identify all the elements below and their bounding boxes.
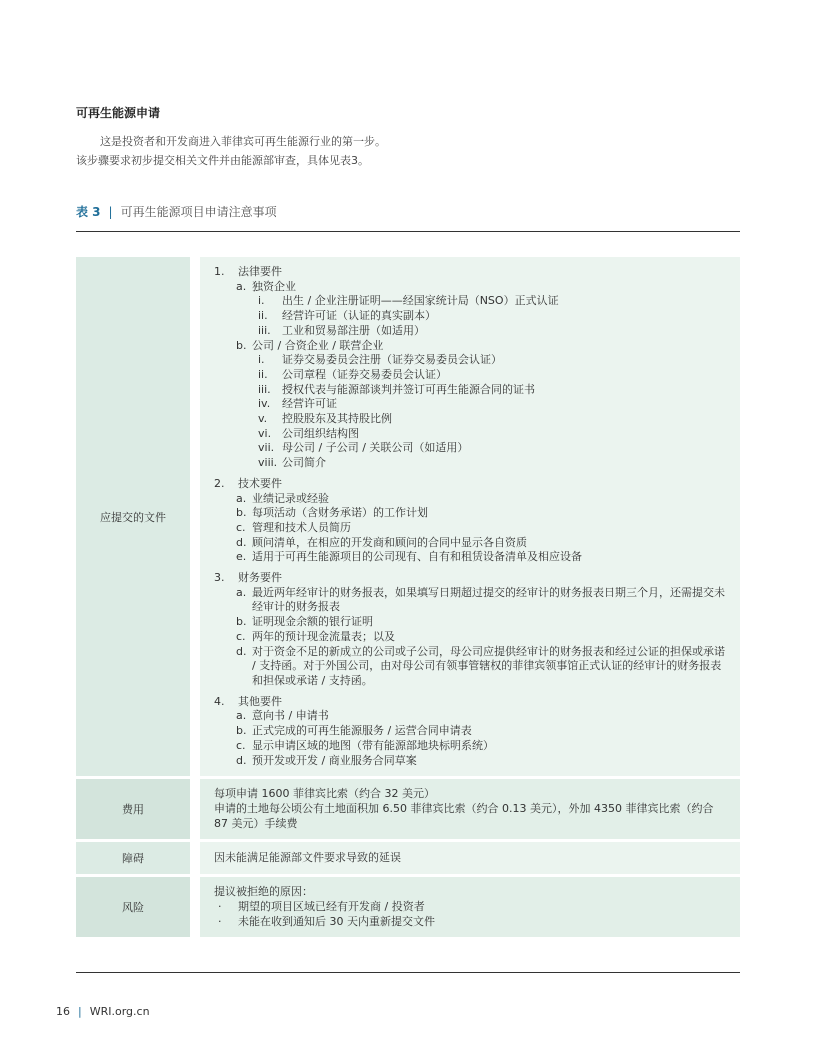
bullet-text: 期望的项目区域已经有开发商 / 投资者 — [238, 900, 425, 914]
list-item — [214, 709, 728, 724]
list-item — [214, 615, 728, 630]
item-text: 最近两年经审计的财务报表，如果填写日期超过提交的经审计的财务报表日期三个月，还需提交未经审计的财务报表 — [252, 585, 725, 614]
bullet-marker: · — [218, 914, 222, 928]
item-marker: a. — [236, 491, 247, 505]
item-text: 公司 / 合资企业 / 联营企业 — [252, 338, 384, 352]
sub-list-item — [214, 412, 728, 427]
item-text: 独资企业 — [252, 279, 296, 293]
sub-item-marker: iv. — [258, 397, 271, 411]
fees-line-2: 申请的土地每公顷公有土地面积加 6.50 菲律宾比索（约合 0.13 美元），外加 4350 菲律宾比索（约合 87 美元）手续费 — [214, 801, 714, 830]
sub-list-item — [214, 309, 728, 324]
sub-item-marker: ii. — [258, 367, 268, 381]
item-marker: c. — [236, 520, 246, 534]
table-title-separator: | — [108, 205, 113, 219]
table-row-obstacles — [76, 842, 740, 874]
sub-list-item — [214, 427, 728, 442]
risk-bullet — [214, 915, 728, 930]
footer-separator: | — [78, 1005, 82, 1018]
fees-line-1: 每项申请 1600 菲律宾比索（约合 32 美元） — [214, 787, 435, 801]
table-bottom-rule — [76, 972, 740, 973]
item-marker: d. — [236, 644, 247, 658]
section-number: 3. — [214, 571, 225, 585]
sub-item-text: 公司组织结构图 — [282, 426, 359, 440]
section-title-line — [214, 265, 728, 280]
sub-item-marker: viii. — [258, 456, 278, 470]
intro-paragraph — [76, 132, 736, 170]
section-title: 技术要件 — [238, 476, 282, 490]
item-text: 每项活动（含财务承诺）的工作计划 — [252, 506, 428, 520]
row-label-obstacles: 障碍 — [76, 842, 195, 874]
table-title-text: 可再生能源项目申请注意事项 — [120, 205, 277, 219]
sub-item-marker: i. — [258, 294, 265, 308]
item-marker: a. — [236, 709, 247, 723]
section-title: 法律要件 — [238, 265, 282, 278]
item-text: 预开发或开发 / 商业服务合同草案 — [252, 753, 417, 767]
documents-list — [214, 265, 728, 768]
intro-line-2: 该步骤要求初步提交相关文件并由能源部审查，具体见表3。 — [76, 154, 369, 167]
list-item — [214, 280, 728, 295]
risks-content — [195, 877, 740, 937]
sub-item-text: 母公司 / 子公司 / 关联公司（如适用） — [282, 441, 469, 455]
sub-item-marker: iii. — [258, 382, 271, 396]
sub-item-text: 经营许可证（认证的真实副本） — [282, 309, 436, 323]
list-item — [214, 339, 728, 354]
list-item — [214, 739, 728, 754]
risks-intro: 提议被拒绝的原因： — [214, 885, 313, 899]
sub-item-marker: i. — [258, 353, 265, 367]
row-label-fees: 费用 — [76, 779, 195, 839]
list-item — [214, 550, 728, 565]
sub-list-item — [214, 456, 728, 471]
list-item — [214, 645, 728, 689]
sub-item-marker: vii. — [258, 441, 275, 455]
sub-list-item — [214, 324, 728, 339]
bullet-marker: · — [218, 900, 222, 914]
item-marker: a. — [236, 585, 247, 599]
list-item — [214, 630, 728, 645]
sub-list-item — [214, 353, 728, 368]
item-marker: b. — [236, 615, 247, 629]
item-text: 顾问清单，在相应的开发商和顾问的合同中显示各自资质 — [252, 535, 527, 549]
sub-item-text: 工业和贸易部注册（如适用） — [282, 323, 425, 337]
sub-list-item — [214, 397, 728, 412]
section-number: 2. — [214, 476, 225, 490]
item-text: 意向书 / 申请书 — [252, 709, 329, 723]
item-marker: e. — [236, 550, 247, 564]
item-text: 证明现金余额的银行证明 — [252, 615, 373, 629]
documents-content — [195, 257, 740, 776]
item-marker: b. — [236, 506, 247, 520]
sub-item-marker: vi. — [258, 426, 272, 440]
list-item — [214, 586, 728, 615]
document-section — [214, 571, 728, 689]
row-label-documents: 应提交的文件 — [76, 257, 195, 776]
sub-item-text: 公司简介 — [282, 456, 326, 470]
item-text: 对于资金不足的新成立的公司或子公司，母公司应提供经审计的财务报表和经过公证的担保或承诺 / 支持函。对于外国公司，由对母公司有领事管辖权的菲律宾领事馆正式认证的经审计的财务报表和担保或承诺 / 支持函。 — [252, 644, 725, 687]
sub-item-text: 证券交易委员会注册（证券交易委员会认证） — [282, 353, 502, 367]
list-item — [214, 754, 728, 769]
sub-item-text: 出生 / 企业注册证明——经国家统计局（NSO）正式认证 — [282, 294, 559, 308]
section-title-line — [214, 695, 728, 710]
item-marker: c. — [236, 738, 246, 752]
table-row-fees — [76, 779, 740, 839]
section-title-line — [214, 571, 728, 586]
document-section — [214, 477, 728, 565]
sub-item-marker: v. — [258, 412, 268, 426]
list-item — [214, 506, 728, 521]
obstacles-content: 因未能满足能源部文件要求导致的延误 — [195, 842, 740, 874]
risk-bullet — [214, 900, 728, 915]
item-marker: d. — [236, 753, 247, 767]
table-number: 表 3 — [76, 205, 101, 219]
section-number: 1. — [214, 265, 225, 278]
item-marker: b. — [236, 724, 247, 738]
fees-content — [195, 779, 740, 839]
sub-list-item — [214, 383, 728, 398]
section-number: 4. — [214, 694, 225, 708]
item-text: 两年的预计现金流量表；以及 — [252, 629, 395, 643]
list-item — [214, 521, 728, 536]
requirements-table — [76, 257, 740, 937]
item-text: 业绩记录或经验 — [252, 491, 329, 505]
table-row-risks — [76, 877, 740, 937]
sub-item-marker: iii. — [258, 323, 271, 337]
document-section — [214, 695, 728, 769]
item-text: 适用于可再生能源项目的公司现有、自有和租赁设备清单及相应设备 — [252, 550, 582, 564]
item-text: 正式完成的可再生能源服务 / 运营合同申请表 — [252, 724, 472, 738]
bullet-text: 未能在收到通知后 30 天内重新提交文件 — [238, 914, 435, 928]
item-text: 管理和技术人员简历 — [252, 520, 351, 534]
sub-list-item — [214, 294, 728, 309]
section-title: 财务要件 — [238, 571, 282, 585]
list-item — [214, 536, 728, 551]
footer-site: WRI.org.cn — [89, 1005, 150, 1018]
item-marker: a. — [236, 279, 247, 293]
item-text: 显示申请区域的地图（带有能源部地块标明系统） — [252, 738, 494, 752]
intro-line-1: 这是投资者和开发商进入菲律宾可再生能源行业的第一步。 — [100, 135, 386, 148]
table-row-documents — [76, 257, 740, 776]
sub-item-text: 授权代表与能源部谈判并签订可再生能源合同的证书 — [282, 382, 535, 396]
row-label-risks: 风险 — [76, 877, 195, 937]
sub-list-item — [214, 441, 728, 456]
section-title: 其他要件 — [238, 694, 282, 708]
page-footer — [56, 1005, 150, 1018]
page-number: 16 — [56, 1005, 70, 1018]
sub-list-item — [214, 368, 728, 383]
item-marker: b. — [236, 338, 247, 352]
sub-item-text: 经营许可证 — [282, 397, 337, 411]
table-top-rule — [76, 231, 740, 232]
sub-item-marker: ii. — [258, 309, 268, 323]
table-title — [76, 203, 277, 220]
item-marker: d. — [236, 535, 247, 549]
document-section — [214, 265, 728, 471]
list-item — [214, 492, 728, 507]
item-marker: c. — [236, 629, 246, 643]
sub-item-text: 公司章程（证券交易委员会认证） — [282, 367, 447, 381]
risks-bullet-list — [214, 900, 728, 929]
section-heading: 可再生能源申请 — [76, 106, 161, 120]
sub-item-text: 控股股东及其持股比例 — [282, 412, 392, 426]
section-title-line — [214, 477, 728, 492]
list-item — [214, 724, 728, 739]
